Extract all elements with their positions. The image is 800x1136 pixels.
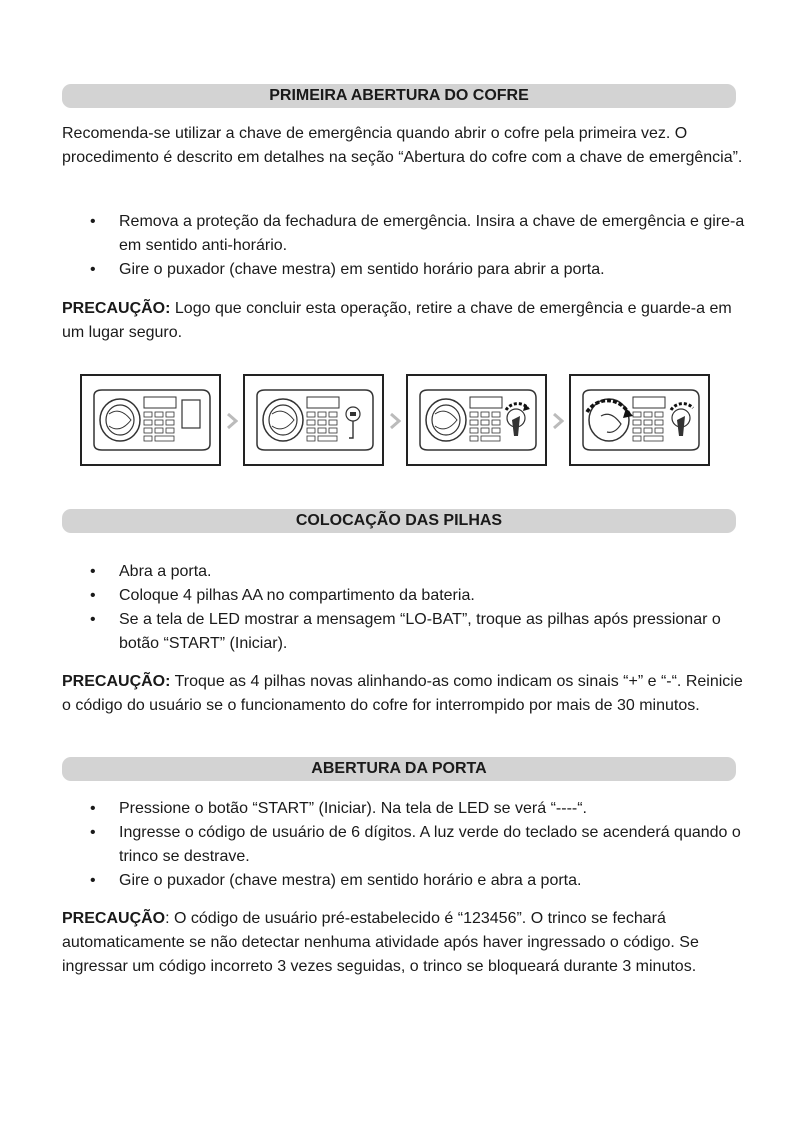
caution-paragraph-batteries <box>62 670 752 718</box>
intro-paragraph: Recomenda-se utilizar a chave de emergência quando abrir o cofre pela primeira vez. O procedimento é descrito em detalhes na seção “Abertura do cofre com a chave de emergência”. <box>62 125 743 166</box>
section-header-first-opening: PRIMEIRA ABERTURA DO COFRE <box>62 84 736 108</box>
arrow-right-icon <box>552 412 564 430</box>
safe-panel-key-inserted-icon <box>243 374 384 466</box>
safe-panel-key-turned-icon <box>406 374 547 466</box>
list-item: • Ingresse o código de usuário de 6 dígitos. A luz verde do teclado se acenderá quando o trinco se destrave. <box>62 821 752 869</box>
list-item: • Remova a proteção da fechadura de emergência. Insira a chave de emergência e gire-a em sentido anti-horário. <box>62 210 752 258</box>
door-opening-bullet-list <box>62 797 752 893</box>
list-item: • Gire o puxador (chave mestra) em sentido horário e abra a porta. <box>62 869 752 893</box>
caution-text: : O código de usuário pré-estabelecido é “123456”. O trinco se fechará automaticamente se não detectar nenhuma atividade após haver ingressado o código. Se ingressar um código incorreto 3 vezes seguidas, o trinco se bloqueará durante 3 minutos. <box>62 910 699 975</box>
first-opening-bullet-list <box>62 210 752 282</box>
list-item: • Coloque 4 pilhas AA no compartimento da bateria. <box>62 584 752 608</box>
caution-text: Troque as 4 pilhas novas alinhando-as como indicam os sinais “+” e “-“. Reinicie o código do usuário se o funcionamento do cofre for interrompido por mais de 30 minutos. <box>62 673 743 714</box>
batteries-bullet-list <box>62 560 752 656</box>
caution-label: PRECAUÇÃO <box>62 910 166 927</box>
caution-paragraph-first-opening <box>62 297 752 345</box>
list-item: • Pressione o botão “START” (Iniciar). Na tela de LED se verá “----“. <box>62 797 752 821</box>
list-item: • Gire o puxador (chave mestra) em sentido horário para abrir a porta. <box>62 258 752 282</box>
caution-paragraph-door-opening <box>62 907 752 979</box>
caution-text: Logo que concluir esta operação, retire a chave de emergência e guarde-a em um lugar seguro. <box>62 300 732 341</box>
section-header-batteries: COLOCAÇÃO DAS PILHAS <box>62 509 736 533</box>
list-item: • Abra a porta. <box>62 560 752 584</box>
arrow-right-icon <box>389 412 401 430</box>
caution-label: PRECAUÇÃO: <box>62 673 171 690</box>
illustration-row <box>80 374 720 468</box>
list-item: • Se a tela de LED mostrar a mensagem “LO-BAT”, troque as pilhas após pressionar o botão “START” (Iniciar). <box>62 608 752 656</box>
safe-panel-closed-icon <box>80 374 221 466</box>
safe-panel-handle-turned-icon <box>569 374 710 466</box>
section-header-door-opening: ABERTURA DA PORTA <box>62 757 736 781</box>
arrow-right-icon <box>226 412 238 430</box>
caution-label: PRECAUÇÃO: <box>62 300 171 317</box>
